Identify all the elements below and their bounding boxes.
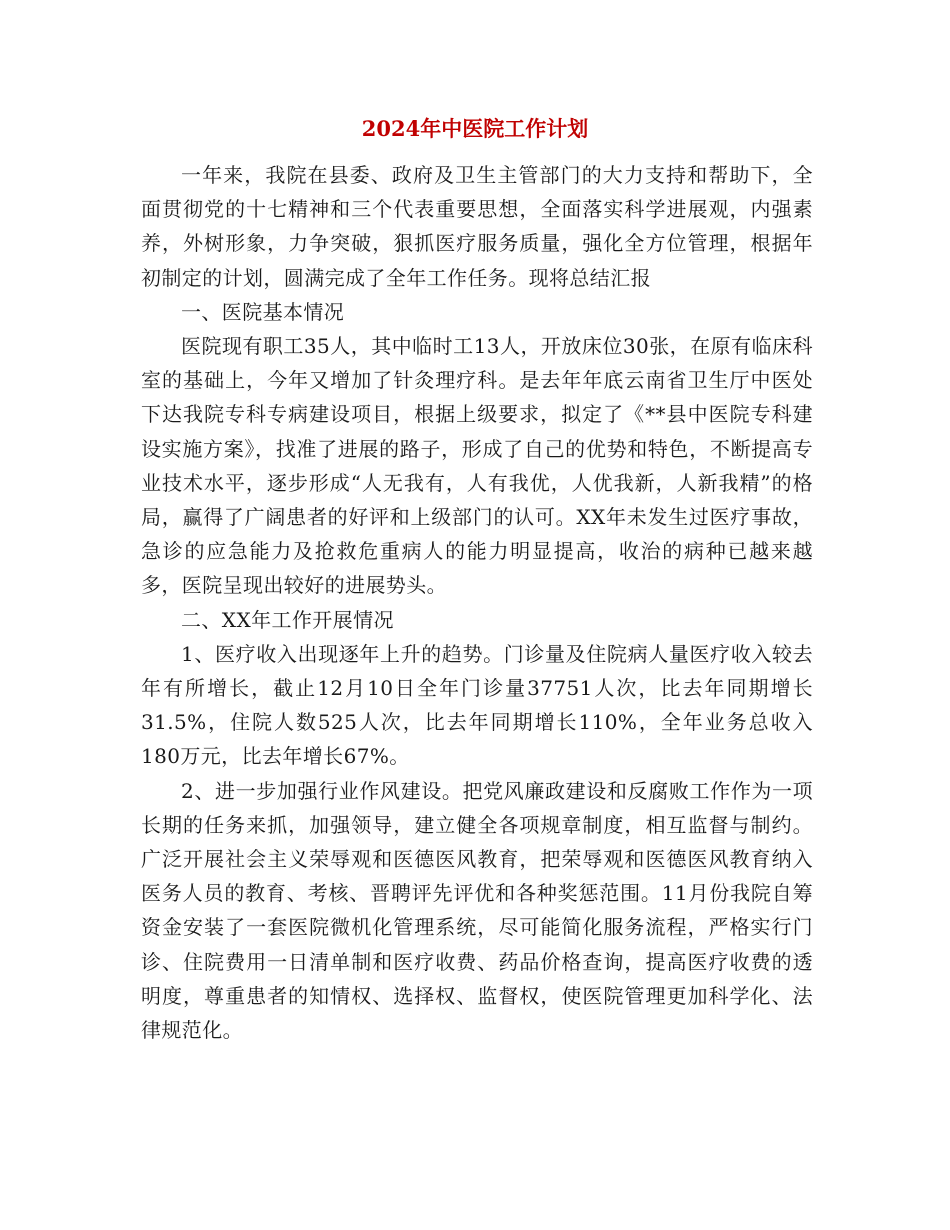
work-style-paragraph: 2、进一步加强行业作风建设。把党风廉政建设和反腐败工作作为一项长期的任务来抓，加强领导，建立健全各项规章制度，相互监督与制约。广泛开展社会主义荣辱观和医德医风教育，把荣辱观和医德医风教育纳入医务人员的教育、考核、晋聘评先评优和各种奖惩范围。11月份我院自筹资金安装了一套医院微机化管理系统，尽可能简化服务流程，严格实行门诊、住院费用一日清单制和医疗收费、药品价格查询，提高医疗收费的透明度，尊重患者的知情权、选择权、监督权，使医院管理更加科学化、法律规范化。 (141, 778, 813, 1043)
medical-income-paragraph: 1、医疗收入出现逐年上升的趋势。门诊量及住院病人量医疗收入较去年有所增长，截止12月10日全年门诊量37751人次，比去年同期增长31.5%，住院人数525人次，比去年同期增长110%，全年业务总收入180万元，比去年增长67%。 (141, 641, 813, 769)
document-title: 2024年中医院工作计划 (361, 116, 589, 141)
intro-paragraph: 一年来，我院在县委、政府及卫生主管部门的大力支持和帮助下，全面贯彻党的十七精神和三个代表重要思想，全面落实科学进展观，内强素养，外树形象，力争突破，狠抓医疗服务质量，强化全方位管理，根据年初制定的计划，圆满完成了全年工作任务。现将总结汇报 (141, 163, 813, 290)
basic-info-paragraph: 医院现有职工35人，其中临时工13人，开放床位30张，在原有临床科室的基础上，今年又增加了针灸理疗科。是去年年底云南省卫生厅中医处下达我院专科专病建设项目，根据上级要求，拟定了《**县中医院专科建设实施方案》，找准了进展的路子，形成了自己的优势和特色，不断提高专业技术水平，逐步形成“人无我有，人有我优，人优我新，人新我精”的格局，赢得了广阔患者的好评和上级部门的认可。XX年未发生过医疗事故，急诊的应急能力及抢救危重病人的能力明显提高，收治的病种已越来越多，医院呈现出较好的进展势头。 (141, 334, 813, 598)
document-body (141, 158, 813, 1047)
section-heading-work-progress: 二、XX年工作开展情况 (181, 607, 394, 632)
section-heading-basic-info: 一、医院基本情况 (181, 299, 345, 324)
